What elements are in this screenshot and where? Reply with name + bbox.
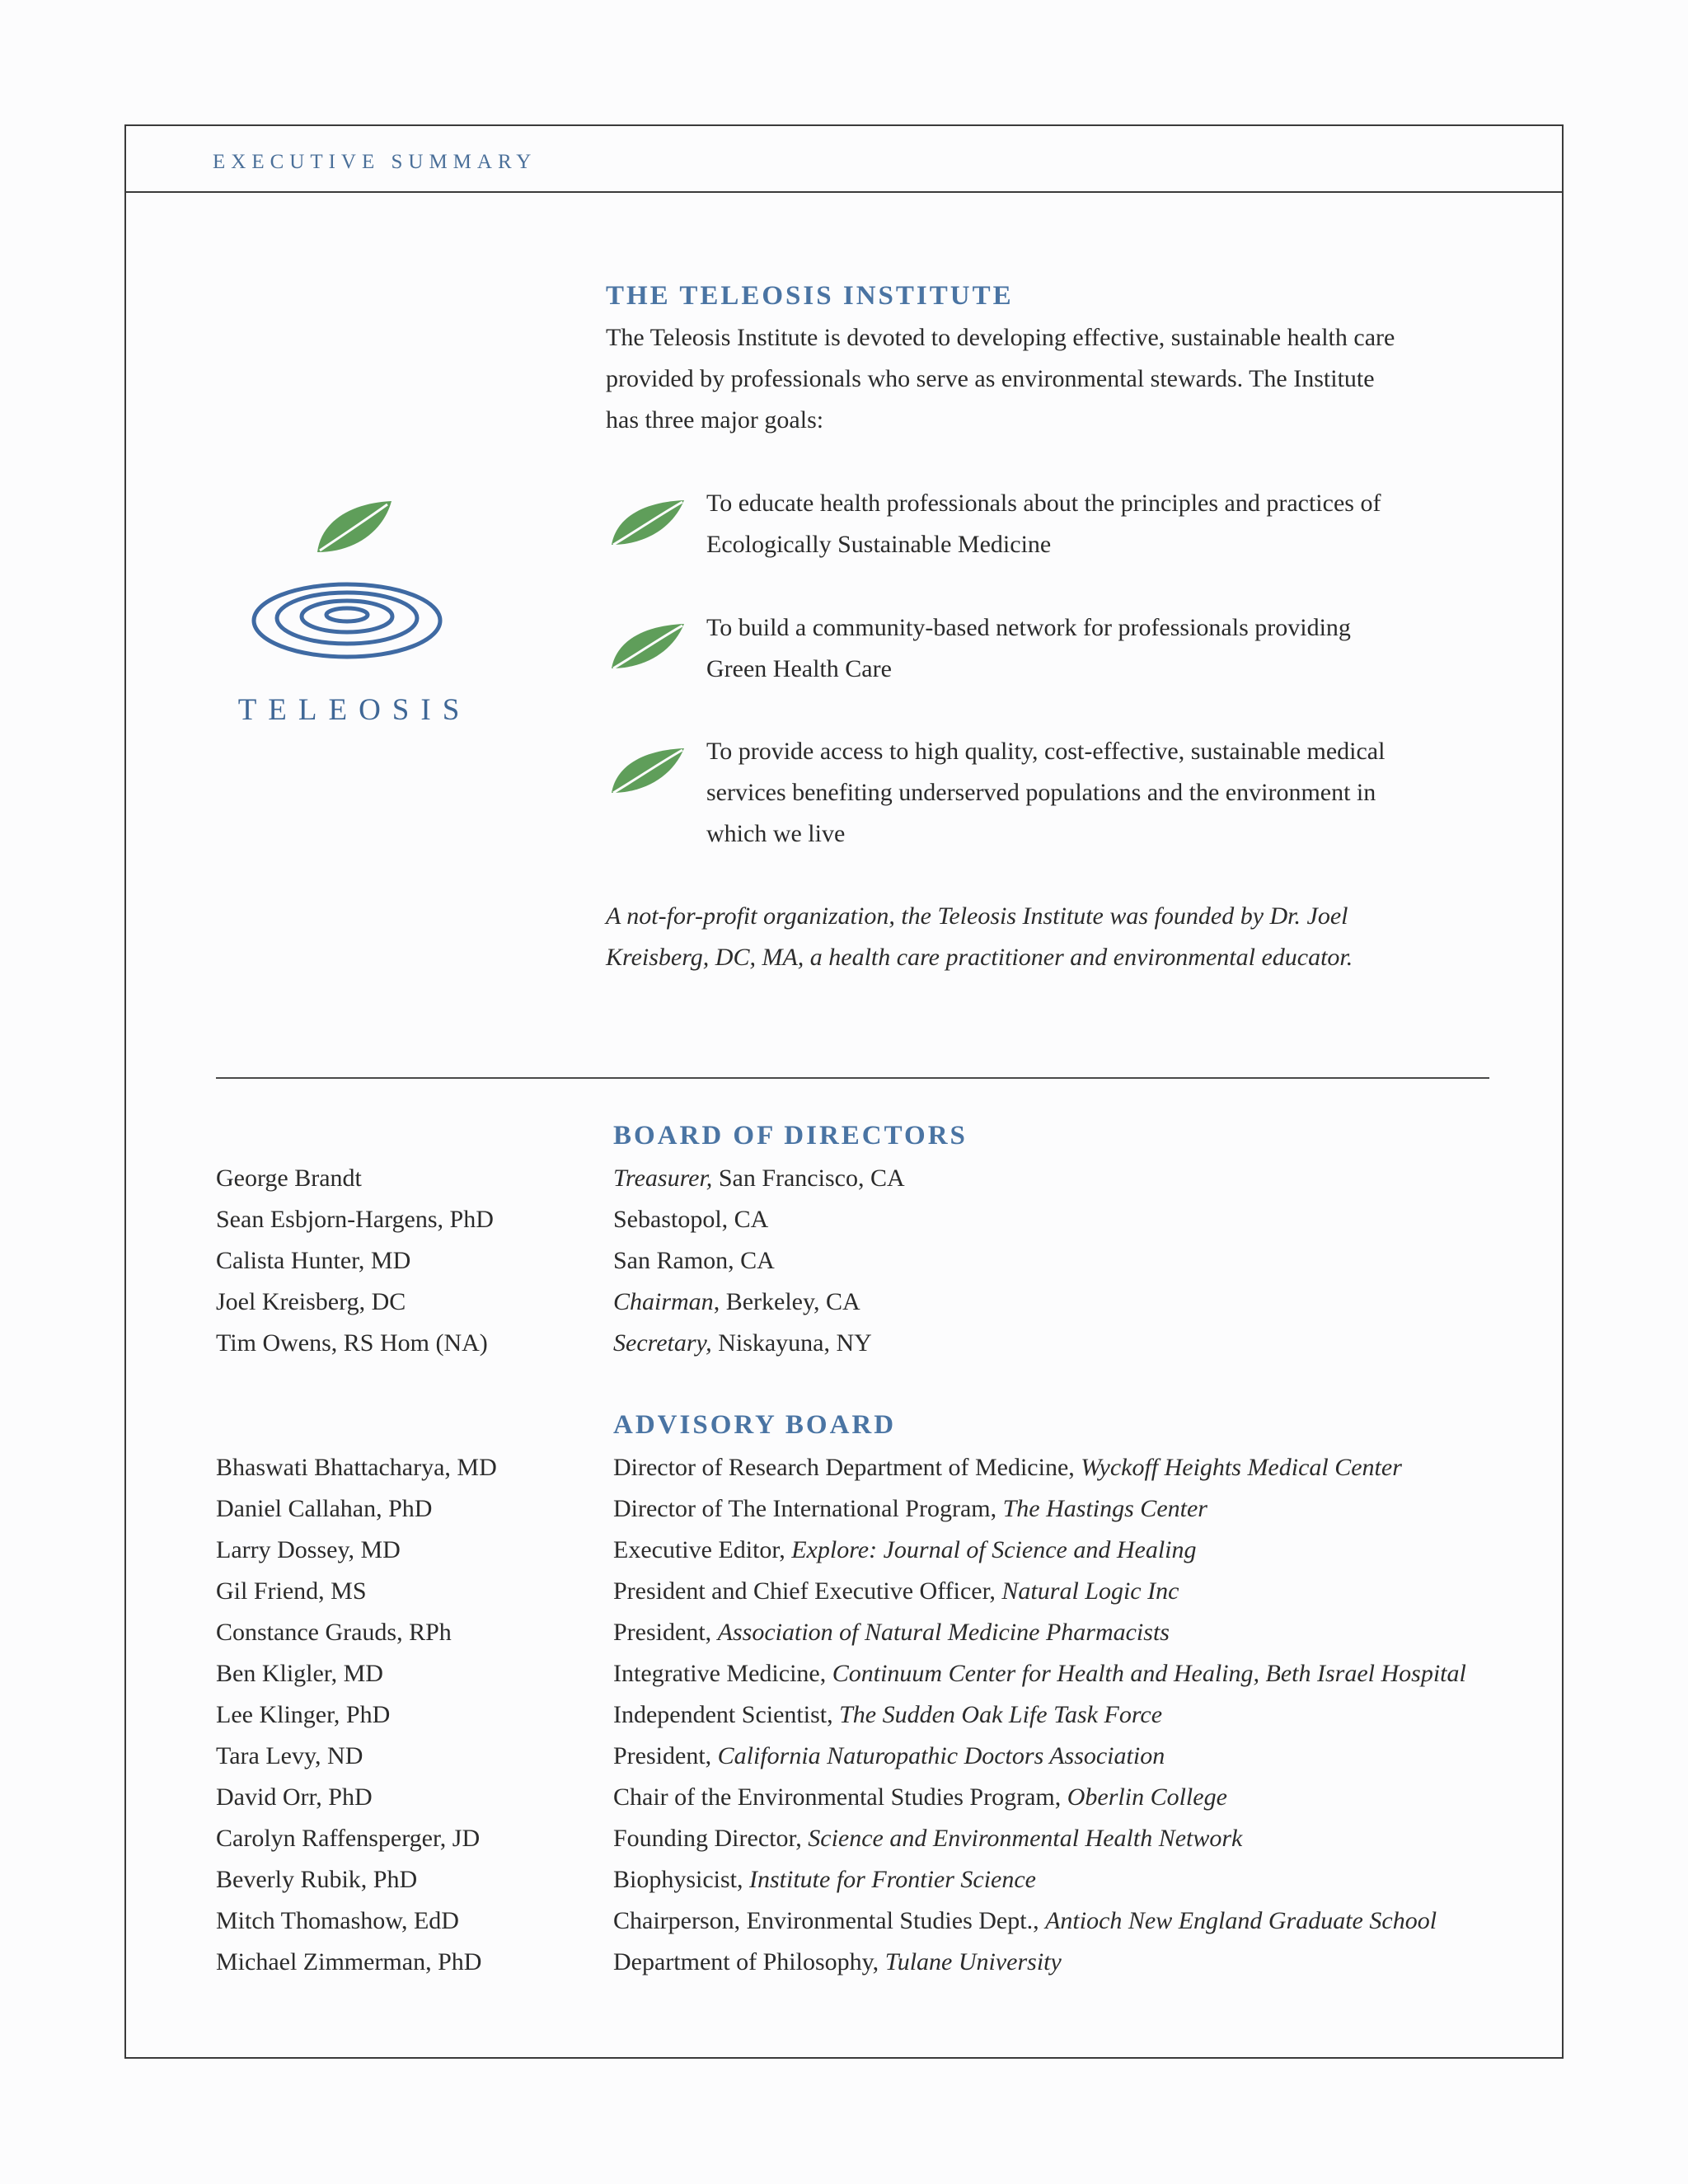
goal-line: which we live: [706, 820, 846, 847]
leaf-bullet-icon: [608, 497, 687, 548]
intro-line: The Teleosis Institute is devoted to developing effective, sustainable health care: [606, 324, 1395, 351]
advisor-org: The Hastings Center: [1002, 1495, 1207, 1522]
advisor-name: Mitch Thomashow, EdD: [216, 1907, 459, 1934]
advisor-role: Department of Philosophy,: [613, 1948, 879, 1975]
advisor-role: Founding Director,: [613, 1825, 802, 1852]
goal-line: To build a community-based network for professionals providing: [706, 614, 1351, 641]
member-name: George Brandt: [216, 1165, 362, 1192]
advisor-org: Continuum Center for Health and Healing, Beth Israel Hospital: [832, 1660, 1466, 1687]
advisor-org: Science and Environmental Health Network: [808, 1825, 1243, 1852]
advisor-org: Wyckoff Heights Medical Center: [1081, 1454, 1402, 1481]
advisor-role: Director of The International Program,: [613, 1495, 997, 1522]
advisor: [0, 1447, 1688, 1488]
goal-line: To provide access to high quality, cost-effective, sustainable medical: [706, 738, 1386, 765]
advisor: [0, 1859, 1688, 1900]
advisor-role: President,: [613, 1742, 712, 1769]
advisor-org: California Naturopathic Doctors Association: [717, 1742, 1165, 1769]
goal-item: [706, 731, 1498, 855]
advisor-org: Explore: Journal of Science and Healing: [791, 1536, 1197, 1563]
institute-heading: THE TELEOSIS INSTITUTE: [606, 281, 1014, 311]
advisor-name: Michael Zimmerman, PhD: [216, 1948, 482, 1975]
goal-item: [706, 483, 1498, 565]
leaf-bullet-icon: [608, 745, 687, 796]
advisor-affiliation: [613, 1942, 1062, 1983]
page-header: [126, 126, 1562, 193]
advisor: [0, 1777, 1688, 1818]
advisor-role: Biophysicist,: [613, 1866, 743, 1893]
advisor-affiliation: [613, 1571, 1179, 1612]
advisor: [0, 1942, 1688, 1983]
advisor-name: David Orr, PhD: [216, 1783, 373, 1811]
advisor-name: Tara Levy, ND: [216, 1742, 363, 1769]
advisor-role: Chair of the Environmental Studies Program,: [613, 1783, 1062, 1811]
advisor-name: Lee Klinger, PhD: [216, 1701, 391, 1728]
institute-intro: [606, 317, 1529, 441]
goal-line: Green Health Care: [706, 655, 892, 682]
advisor-affiliation: [613, 1488, 1207, 1530]
advisor: [0, 1488, 1688, 1530]
advisor-affiliation: [613, 1900, 1437, 1942]
advisor-org: Natural Logic Inc: [1001, 1577, 1179, 1605]
advisor-role: Director of Research Department of Medicine,: [613, 1454, 1075, 1481]
founding-note: [606, 896, 1512, 978]
board-member: [0, 1282, 1688, 1323]
advisor-org: Antioch New England Graduate School: [1045, 1907, 1437, 1934]
board-member: [0, 1240, 1688, 1282]
advisor-name: Constance Grauds, RPh: [216, 1619, 452, 1646]
member-role: [613, 1158, 905, 1199]
board-heading: BOARD OF DIRECTORS: [613, 1121, 968, 1151]
advisor-name: Ben Kligler, MD: [216, 1660, 383, 1687]
member-name: Tim Owens, RS Hom (NA): [216, 1329, 488, 1357]
advisory-heading: ADVISORY BOARD: [613, 1410, 897, 1440]
advisor-affiliation: [613, 1818, 1242, 1859]
member-role: [613, 1323, 872, 1364]
goal-line: To educate health professionals about the principles and practices of: [706, 490, 1381, 517]
board-member: [0, 1158, 1688, 1199]
advisor-affiliation: [613, 1530, 1196, 1571]
advisor-role: Integrative Medicine,: [613, 1660, 827, 1687]
advisor-affiliation: [613, 1694, 1162, 1736]
member-location: San Ramon, CA: [613, 1247, 775, 1274]
member-location: , Berkeley, CA: [713, 1288, 860, 1315]
advisor: [0, 1530, 1688, 1571]
section-divider: [216, 1077, 1489, 1079]
advisor: [0, 1818, 1688, 1859]
member-title: Treasurer,: [613, 1165, 713, 1192]
advisor-role: Chairperson, Environmental Studies Dept.,: [613, 1907, 1039, 1934]
goal-line: Ecologically Sustainable Medicine: [706, 531, 1052, 558]
member-role: [613, 1199, 768, 1240]
section-label: EXECUTIVE SUMMARY: [213, 151, 537, 173]
advisor-role: President and Chief Executive Officer,: [613, 1577, 996, 1605]
advisor-name: Bhaswati Bhattacharya, MD: [216, 1454, 497, 1481]
advisor-org: Association of Natural Medicine Pharmacists: [717, 1619, 1170, 1646]
goal-item: [706, 607, 1498, 690]
board-member: [0, 1323, 1688, 1364]
member-location: Niskayuna, NY: [718, 1329, 872, 1357]
member-name: Joel Kreisberg, DC: [216, 1288, 406, 1315]
board-member: [0, 1199, 1688, 1240]
advisor: [0, 1900, 1688, 1942]
advisor-org: Institute for Frontier Science: [749, 1866, 1036, 1893]
advisor-affiliation: [613, 1653, 1466, 1694]
advisor-name: Daniel Callahan, PhD: [216, 1495, 433, 1522]
advisor-role: President,: [613, 1619, 712, 1646]
advisor-affiliation: [613, 1777, 1227, 1818]
advisor: [0, 1653, 1688, 1694]
intro-line: has three major goals:: [606, 406, 824, 434]
leaf-ripple-icon: [231, 486, 478, 684]
advisor-affiliation: [613, 1736, 1165, 1777]
member-title: Secretary,: [613, 1329, 712, 1357]
advisor-role: Independent Scientist,: [613, 1701, 833, 1728]
teleosis-logo: [231, 486, 478, 733]
leaf-bullet-icon: [608, 621, 687, 672]
advisor: [0, 1612, 1688, 1653]
advisor-role: Executive Editor,: [613, 1536, 785, 1563]
advisor: [0, 1736, 1688, 1777]
advisor: [0, 1694, 1688, 1736]
note-line: Kreisberg, DC, MA, a health care practitioner and environmental educator.: [606, 944, 1353, 971]
advisor-name: Larry Dossey, MD: [216, 1536, 401, 1563]
member-role: [613, 1240, 775, 1282]
advisor-name: Beverly Rubik, PhD: [216, 1866, 418, 1893]
goal-line: services benefiting underserved populations and the environment in: [706, 779, 1376, 806]
member-name: Sean Esbjorn-Hargens, PhD: [216, 1206, 494, 1233]
advisor: [0, 1571, 1688, 1612]
intro-line: provided by professionals who serve as environmental stewards. The Institute: [606, 365, 1375, 392]
member-location: San Francisco, CA: [718, 1165, 905, 1192]
advisor-name: Carolyn Raffensperger, JD: [216, 1825, 481, 1852]
advisor-org: Tulane University: [884, 1948, 1062, 1975]
advisor-affiliation: [613, 1612, 1170, 1653]
member-name: Calista Hunter, MD: [216, 1247, 411, 1274]
logo-wordmark: TELEOSIS: [237, 693, 471, 727]
advisor-org: The Sudden Oak Life Task Force: [839, 1701, 1163, 1728]
member-role: [613, 1282, 860, 1323]
member-title: Chairman: [613, 1288, 714, 1315]
advisor-affiliation: [613, 1859, 1036, 1900]
advisor-affiliation: [613, 1447, 1402, 1488]
note-line: A not-for-profit organization, the Teleosis Institute was founded by Dr. Joel: [606, 902, 1348, 930]
advisor-name: Gil Friend, MS: [216, 1577, 367, 1605]
advisor-org: Oberlin College: [1067, 1783, 1227, 1811]
member-location: Sebastopol, CA: [613, 1206, 769, 1233]
